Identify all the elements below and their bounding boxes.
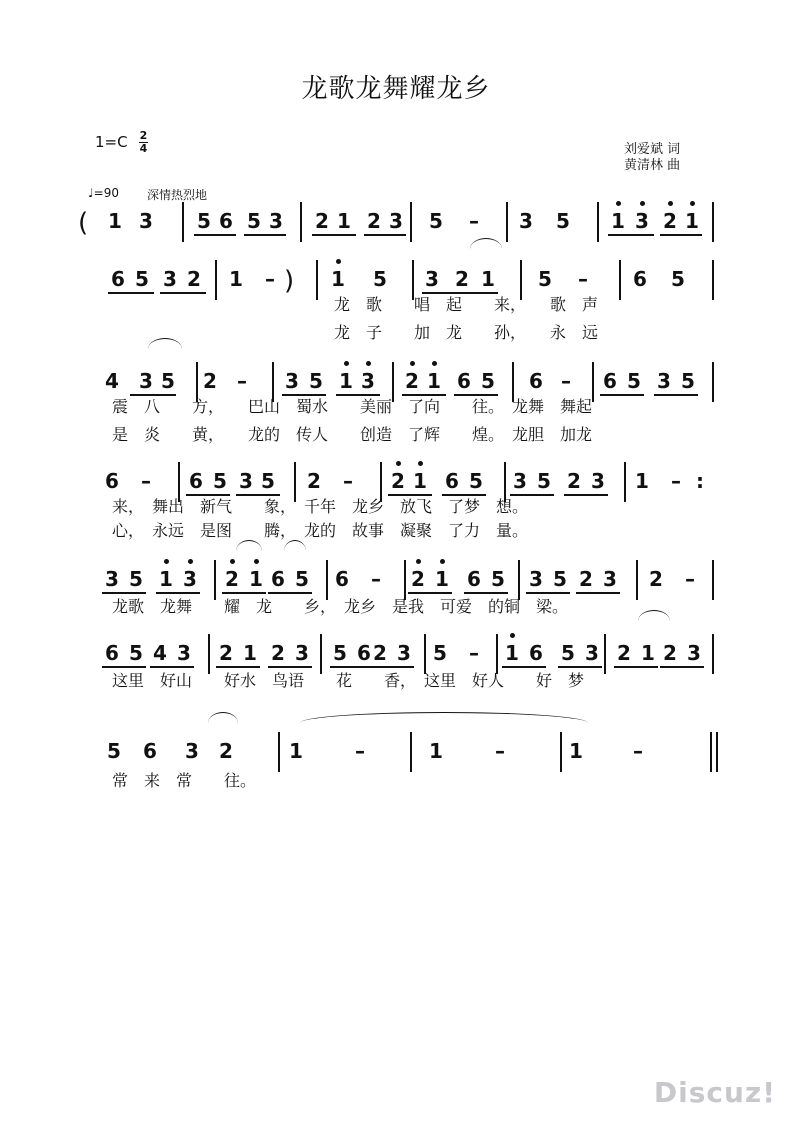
dash-note: –: [141, 469, 151, 493]
note-1: 1: [156, 568, 176, 590]
beam-underline: [576, 592, 620, 594]
expression-marking: 深情热烈地: [147, 188, 208, 202]
barline: [716, 732, 718, 772]
barline: [712, 260, 714, 300]
slur-mark: [470, 238, 502, 249]
beam-underline: [364, 234, 406, 236]
note-3: 3: [632, 210, 652, 232]
barline: [712, 634, 714, 674]
dash-note: –: [561, 369, 571, 393]
note-5: 5: [247, 209, 261, 233]
note-3: 3: [185, 739, 199, 763]
song-title: 龙歌龙舞耀龙乡: [301, 74, 491, 104]
note-5: 5: [107, 739, 121, 763]
note-6: 6: [633, 267, 647, 291]
barline: [710, 732, 712, 772]
note-3: 3: [269, 209, 283, 233]
note-1: 1: [337, 209, 351, 233]
note-2: 2: [408, 568, 428, 590]
dash-note: –: [685, 567, 695, 591]
note-2: 2: [219, 739, 233, 763]
barline: [592, 362, 594, 402]
note-5: 5: [197, 209, 211, 233]
note-2: 2: [307, 469, 321, 493]
barline: [410, 732, 412, 772]
note-2: 2: [315, 209, 329, 233]
barline: [300, 202, 302, 242]
note-5: 5: [561, 641, 575, 665]
slur-mark: [284, 540, 306, 551]
note-6: 6: [603, 369, 617, 393]
note-3: 3: [139, 369, 153, 393]
note-5: 5: [627, 369, 641, 393]
composer-credit: 黄清林 曲: [624, 158, 681, 173]
note-5: 5: [671, 267, 685, 291]
note-5: 5: [433, 641, 447, 665]
key-signature: 1=C: [95, 133, 128, 151]
note-6: 6: [445, 469, 459, 493]
note-3: 3: [585, 641, 599, 665]
note-3: 3: [687, 641, 701, 665]
note-2: 2: [367, 209, 381, 233]
note-5: 5: [135, 267, 149, 291]
barline: [604, 634, 606, 674]
note-6: 6: [105, 641, 119, 665]
barline: [316, 260, 318, 300]
note-2: 2: [388, 470, 408, 492]
barline: [410, 202, 412, 242]
note-5: 5: [309, 369, 323, 393]
barline: [597, 202, 599, 242]
dash-note: –: [265, 267, 275, 291]
barline: [619, 260, 621, 300]
barline: [560, 732, 562, 772]
dash-note: –: [469, 209, 479, 233]
barline: [624, 462, 626, 502]
note-6: 6: [189, 469, 203, 493]
lyric-line: 龙 歌 唱 起 来， 歌 声: [334, 295, 599, 314]
lyric-line: 龙 子 加 龙 孙， 永 远: [334, 323, 599, 342]
note-5: 5: [491, 567, 505, 591]
beam-underline: [600, 394, 644, 396]
octave-dot: [432, 361, 437, 366]
octave-dot: [254, 559, 259, 564]
dash-note: –: [371, 567, 381, 591]
beam-underline: [244, 234, 286, 236]
note-2: 2: [579, 567, 593, 591]
note-1: 1: [243, 641, 257, 665]
note-3: 3: [105, 567, 119, 591]
dash-note: –: [633, 739, 643, 763]
note-2: 2: [219, 641, 233, 665]
lyric-line: 常 来 常 往。: [112, 771, 257, 790]
note-3: 3: [513, 469, 527, 493]
note-2: 2: [660, 210, 680, 232]
octave-dot: [668, 201, 673, 206]
note-5: 5: [213, 469, 227, 493]
beam-underline: [660, 234, 702, 236]
beam-underline: [654, 394, 698, 396]
dash-note: –: [671, 469, 681, 493]
octave-dot: [640, 201, 645, 206]
watermark: Discuz!: [653, 1076, 776, 1109]
note-5: 5: [295, 567, 309, 591]
beam-underline: [660, 666, 704, 668]
beam-underline: [312, 234, 356, 236]
note-5: 5: [129, 641, 143, 665]
slur-mark: [638, 610, 670, 621]
octave-dot: [416, 559, 421, 564]
note-5: 5: [469, 469, 483, 493]
dash-note: –: [469, 641, 479, 665]
note-4: 4: [105, 369, 119, 393]
note-5: 5: [537, 469, 551, 493]
note-3: 3: [163, 267, 177, 291]
note-2: 2: [203, 369, 217, 393]
octave-dot: [616, 201, 621, 206]
note-1: 1: [229, 267, 243, 291]
time-signature-top: 2: [139, 129, 148, 142]
slur-mark: [236, 540, 262, 551]
note-3: 3: [358, 370, 378, 392]
note-5: 5: [333, 641, 347, 665]
note-6: 6: [529, 369, 543, 393]
note-2: 2: [373, 641, 387, 665]
barline: [215, 260, 217, 300]
note-1: 1: [682, 210, 702, 232]
barline: [506, 202, 508, 242]
lyric-line: 来， 舞出 新气 象， 千年 龙乡 放飞 了梦 想。: [112, 497, 529, 516]
note-5: 5: [261, 469, 275, 493]
note-3: 3: [529, 567, 543, 591]
note-5: 5: [429, 209, 443, 233]
note-3: 3: [591, 469, 605, 493]
tempo-marking: ♩=90: [88, 186, 119, 200]
note-2: 2: [649, 567, 663, 591]
note-3: 3: [603, 567, 617, 591]
octave-dot: [690, 201, 695, 206]
note-1: 1: [481, 267, 495, 291]
note-3: 3: [239, 469, 253, 493]
note-1: 1: [432, 568, 452, 590]
note-4: 4: [153, 641, 167, 665]
note-5: 5: [129, 567, 143, 591]
note-3: 3: [519, 209, 533, 233]
beam-underline: [564, 494, 608, 496]
note-3: 3: [180, 568, 200, 590]
note-5: 5: [553, 567, 567, 591]
dash-note: –: [237, 369, 247, 393]
note-1: 1: [608, 210, 628, 232]
note-6: 6: [457, 369, 471, 393]
note-6: 6: [467, 567, 481, 591]
dash-note: –: [355, 739, 365, 763]
slur-mark: [208, 712, 238, 723]
note-5: 5: [481, 369, 495, 393]
octave-dot: [344, 361, 349, 366]
note-2: 2: [617, 641, 631, 665]
octave-dot: [164, 559, 169, 564]
note-6: 6: [105, 469, 119, 493]
note-5: 5: [538, 267, 552, 291]
beam-underline: [614, 666, 658, 668]
octave-dot: [336, 259, 341, 264]
barline: [636, 560, 638, 600]
note-5: 5: [556, 209, 570, 233]
note-3: 3: [177, 641, 191, 665]
paren-mark: (: [78, 208, 89, 238]
note-2: 2: [663, 641, 677, 665]
lyric-line: 震 八 方， 巴山 蜀水 美丽 了向 往。 龙舞 舞起: [112, 397, 593, 416]
lyricist-credit: 刘爱斌 词: [624, 142, 681, 157]
beam-underline: [160, 292, 206, 294]
note-6: 6: [143, 739, 157, 763]
barline: [712, 202, 714, 242]
note-:: :: [696, 469, 704, 493]
octave-dot: [410, 361, 415, 366]
octave-dot: [230, 559, 235, 564]
note-2: 2: [271, 641, 285, 665]
note-1: 1: [246, 568, 266, 590]
lyric-line: 是 炎 黄， 龙的 传人 创造 了辉 煌。 龙胆 加龙: [112, 425, 593, 444]
note-2: 2: [187, 267, 201, 291]
note-3: 3: [397, 641, 411, 665]
note-2: 2: [455, 267, 469, 291]
note-1: 1: [429, 739, 443, 763]
note-1: 1: [569, 739, 583, 763]
octave-dot: [418, 461, 423, 466]
note-1: 1: [108, 209, 122, 233]
dash-note: –: [578, 267, 588, 291]
note-3: 3: [425, 267, 439, 291]
note-2: 2: [222, 568, 242, 590]
time-signature: [139, 130, 148, 155]
octave-dot: [188, 559, 193, 564]
note-3: 3: [285, 369, 299, 393]
note-1: 1: [635, 469, 649, 493]
time-signature-bottom: 4: [139, 142, 148, 155]
note-3: 3: [657, 369, 671, 393]
note-6: 6: [529, 641, 543, 665]
note-6: 6: [219, 209, 233, 233]
octave-dot: [510, 633, 515, 638]
note-6: 6: [357, 641, 371, 665]
note-5: 5: [161, 369, 175, 393]
barline: [182, 202, 184, 242]
beam-underline: [108, 292, 154, 294]
note-1: 1: [502, 642, 522, 664]
note-1: 1: [328, 268, 348, 290]
note-1: 1: [410, 470, 430, 492]
beam-underline: [608, 234, 654, 236]
note-2: 2: [402, 370, 422, 392]
note-6: 6: [111, 267, 125, 291]
barline: [278, 732, 280, 772]
slur-mark: [300, 712, 588, 723]
beam-underline: [194, 234, 236, 236]
lyric-line: 龙歌 龙舞 耀 龙 乡， 龙乡 是我 可爱 的铜 梁。: [112, 597, 569, 616]
barline: [712, 560, 714, 600]
lyric-line: 心， 永远 是图 腾， 龙的 故事 凝聚 了力 量。: [112, 521, 529, 540]
dash-note: –: [343, 469, 353, 493]
note-3: 3: [295, 641, 309, 665]
note-1: 1: [289, 739, 303, 763]
note-2: 2: [567, 469, 581, 493]
paren-mark: ): [284, 266, 295, 296]
note-1: 1: [424, 370, 444, 392]
octave-dot: [366, 361, 371, 366]
slur-mark: [148, 338, 182, 349]
note-5: 5: [373, 267, 387, 291]
note-1: 1: [336, 370, 356, 392]
note-6: 6: [271, 567, 285, 591]
octave-dot: [396, 461, 401, 466]
note-6: 6: [335, 567, 349, 591]
barline: [712, 362, 714, 402]
note-1: 1: [641, 641, 655, 665]
dash-note: –: [495, 739, 505, 763]
octave-dot: [440, 559, 445, 564]
lyric-line: 这里 好山 好水 鸟语 花 香， 这里 好人 好 梦: [112, 671, 585, 690]
note-3: 3: [139, 209, 153, 233]
note-5: 5: [681, 369, 695, 393]
note-3: 3: [389, 209, 403, 233]
